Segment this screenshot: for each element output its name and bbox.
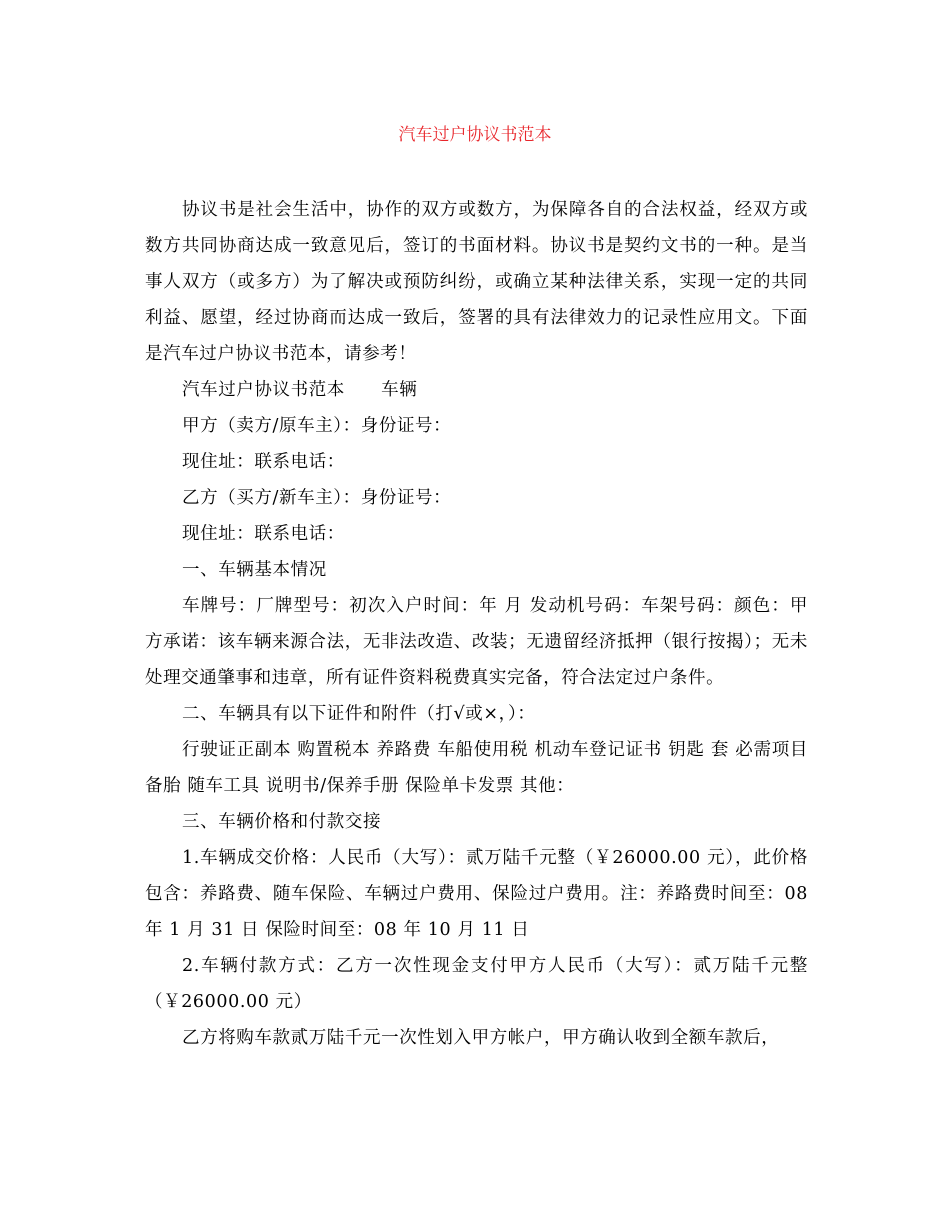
paragraph-documents-list: 行驶证正副本 购置税本 养路费 车船使用税 机动车登记证书 钥匙 套 必需项目 备胎 随车工具 说明书/保养手册 保险单卡发票 其他： — [145, 740, 808, 796]
document-title: 汽车过户协议书范本 — [398, 125, 552, 145]
paragraph-heading-vehicle: 汽车过户协议书范本 车辆 — [182, 380, 418, 400]
paragraph-intro: 协议书是社会生活中，协作的双方或数方，为保障各自的合法权益，经双方或数方共同协商达成一致意见后，签订的书面材料。协议书是契约文书的一种。是当事人双方（或多方）为了解决或预防纠纷，或确立某种法律关系，实现一定的共同利益、愿望，经过协商而达成一致后，签署的具有法律效力的记录性应用文。下面是汽车过户协议书范本，请参考！ — [145, 200, 808, 364]
paragraph-party-b: 乙方（买方/新车主）：身份证号： — [182, 488, 452, 508]
section-heading-documents: 二、车辆具有以下证件和附件（打√或×，）： — [182, 704, 536, 724]
paragraph-price: 1.车辆成交价格：人民币（大写）：贰万陆千元整（￥26000.00 元），此价格包含：养路费、随车保险、车辆过户费用、保险过户费用。注：养路费时间至：08 年 1 月 31 日 保险时间至：08 年 10 月 11 日 — [145, 848, 808, 940]
section-heading-price: 三、车辆价格和付款交接 — [182, 812, 382, 832]
section-heading-basic-info: 一、车辆基本情况 — [182, 560, 327, 580]
paragraph-party-a: 甲方（卖方/原车主）：身份证号： — [182, 416, 452, 436]
paragraph-payment-transfer: 乙方将购车款贰万陆千元一次性划入甲方帐户，甲方确认收到全额车款后， — [182, 1028, 780, 1048]
paragraph-payment-method: 2.车辆付款方式：乙方一次性现金支付甲方人民币（大写）：贰万陆千元整（￥26000.00 元） — [145, 956, 808, 1012]
document-body — [145, 192, 808, 1056]
paragraph-party-b-address: 现住址：联系电话： — [182, 524, 345, 544]
paragraph-party-a-address: 现住址：联系电话： — [182, 452, 345, 472]
paragraph-vehicle-info: 车牌号：厂牌型号：初次入户时间：年 月 发动机号码：车架号码：颜色：甲方承诺：该车辆来源合法，无非法改造、改装；无遗留经济抵押（银行按揭）；无未处理交通肇事和违章，所有证件资料税费真实完备，符合法定过户条件。 — [145, 596, 808, 688]
